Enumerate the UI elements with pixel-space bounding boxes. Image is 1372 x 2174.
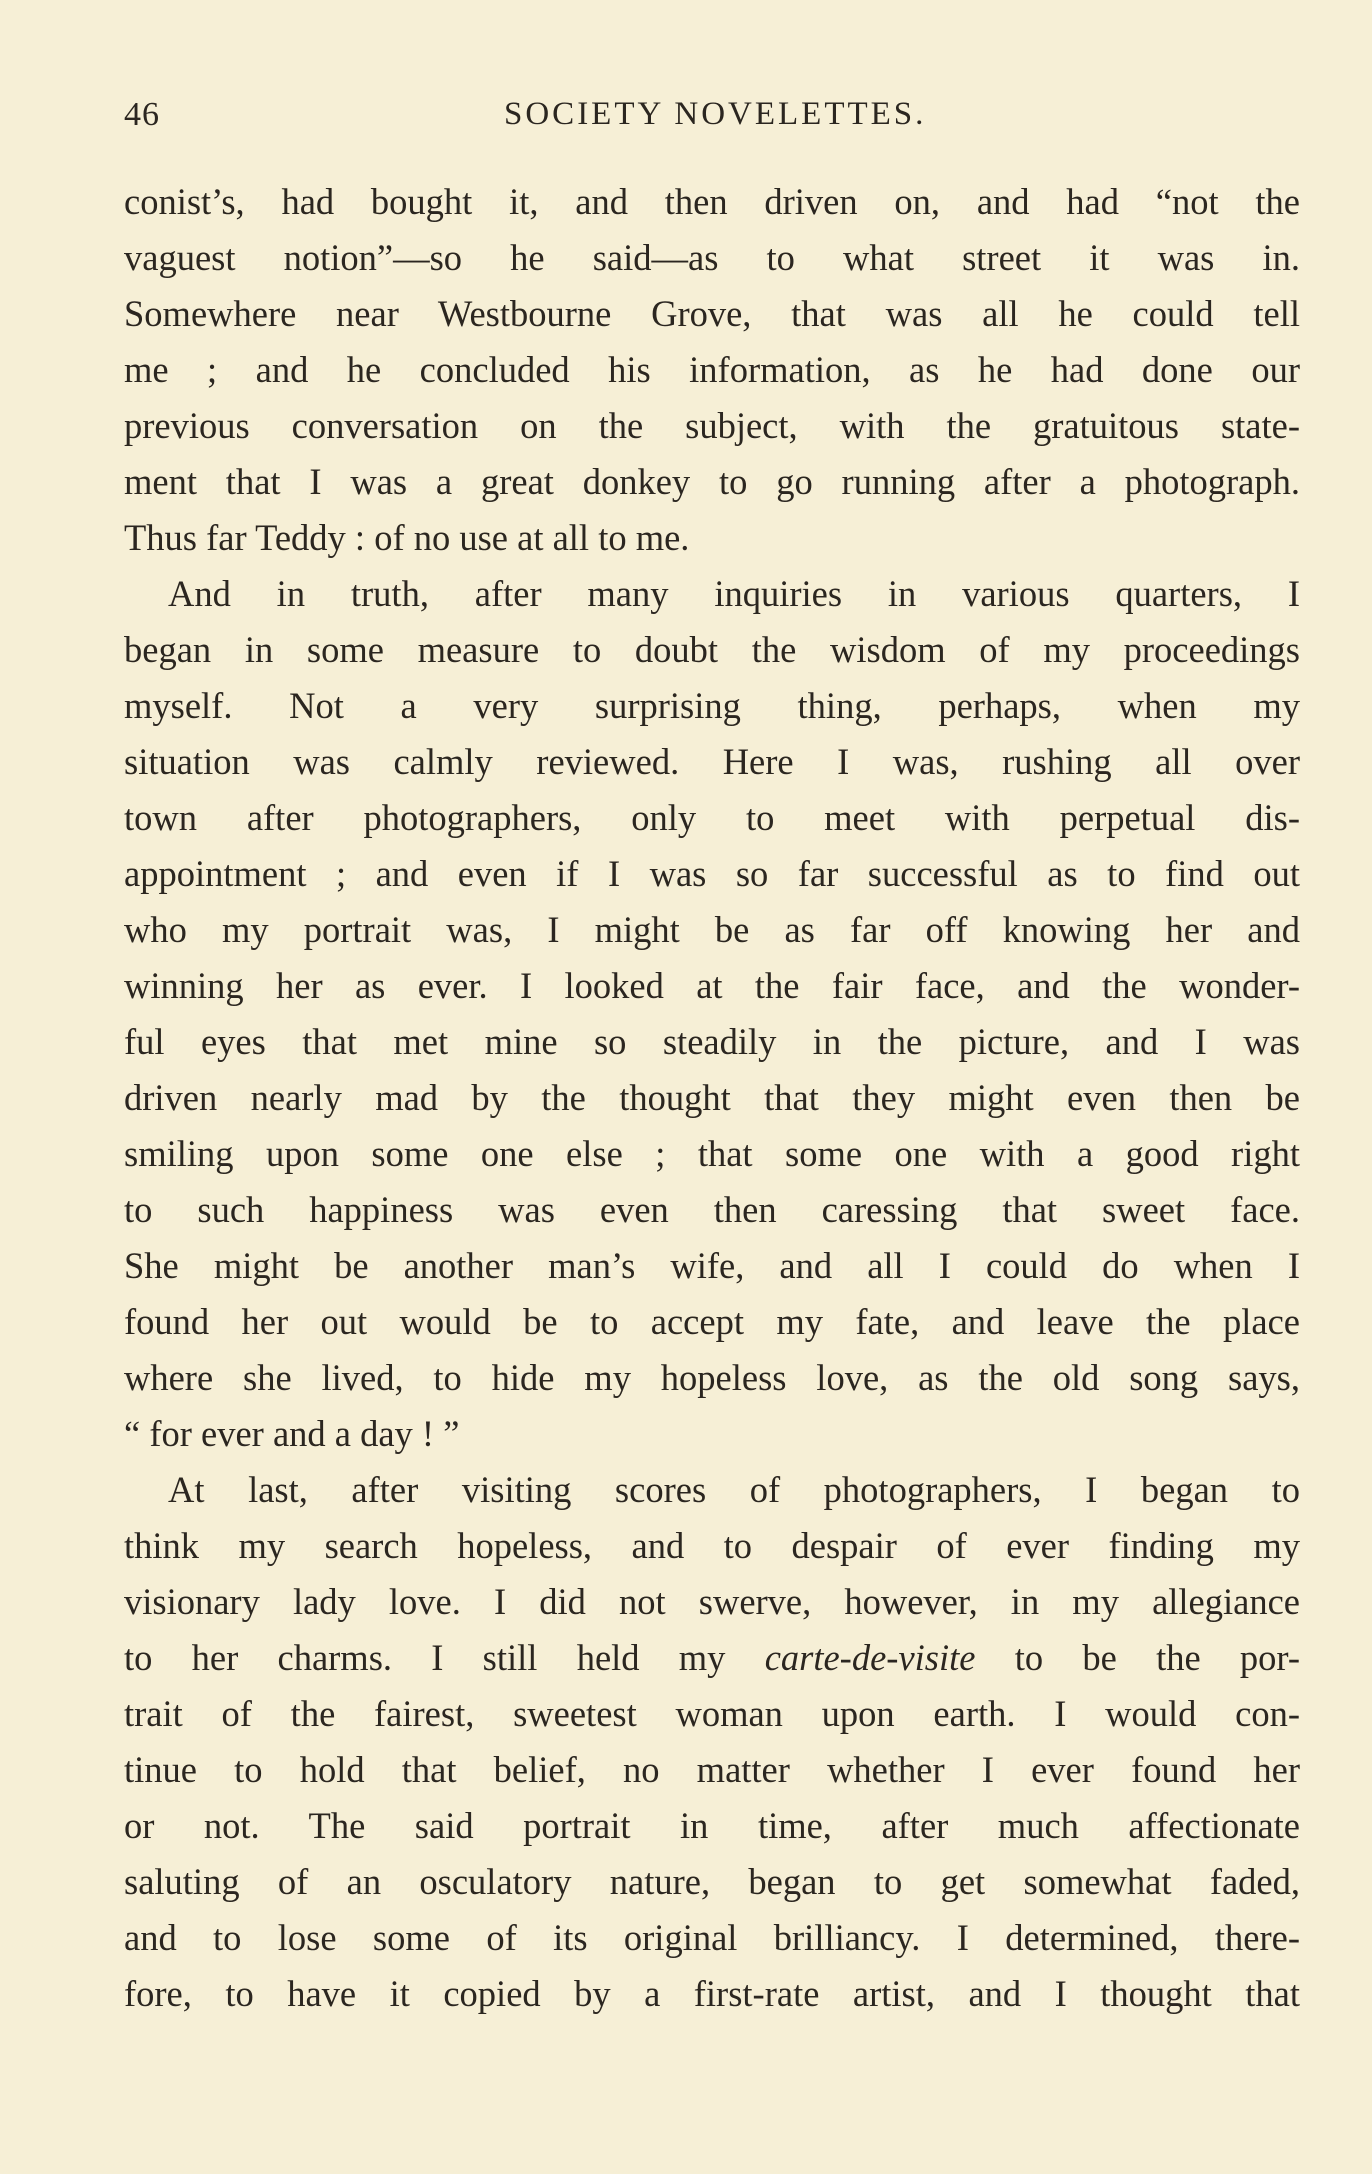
text-line: conist’s, had bought it, and then driven on, and had “not the bbox=[124, 181, 1300, 222]
text-line: And in truth, after many inquiries in various quarters, I bbox=[168, 573, 1300, 614]
text-line: smiling upon some one else ; that some one with a good right bbox=[124, 1133, 1300, 1174]
text-line: where she lived, to hide my hopeless love, as the old song says, bbox=[124, 1357, 1300, 1398]
text-line: saluting of an osculatory nature, began to get somewhat faded, bbox=[124, 1861, 1300, 1902]
text-line: At last, after visiting scores of photographers, I began to bbox=[168, 1469, 1300, 1510]
running-head: SOCIETY NOVELETTES. bbox=[504, 96, 927, 132]
text-line: think my search hopeless, and to despair of ever finding my bbox=[124, 1525, 1300, 1566]
text-line: me ; and he concluded his information, as he had done our bbox=[124, 349, 1300, 390]
text-segment: to her charms. I still held my bbox=[124, 1637, 726, 1678]
text-line: ment that I was a great donkey to go running after a photograph. bbox=[124, 461, 1300, 502]
text-line: appointment ; and even if I was so far successful as to find out bbox=[124, 853, 1300, 894]
text-line: or not. The said portrait in time, after much affectionate bbox=[124, 1805, 1300, 1846]
text-line: winning her as ever. I looked at the fair face, and the wonder- bbox=[124, 965, 1300, 1006]
text-line: Somewhere near Westbourne Grove, that was all he could tell bbox=[124, 293, 1300, 334]
text-line: visionary lady love. I did not swerve, however, in my allegiance bbox=[124, 1581, 1300, 1622]
text-line: previous conversation on the subject, with the gratuitous state- bbox=[124, 405, 1300, 446]
text-segment: to be the por- bbox=[1014, 1637, 1300, 1678]
body-text bbox=[124, 174, 1300, 2022]
text-line: tinue to hold that belief, no matter whether I ever found her bbox=[124, 1749, 1300, 1790]
text-line: who my portrait was, I might be as far off knowing her and bbox=[124, 909, 1300, 950]
text-line: trait of the fairest, sweetest woman upon earth. I would con- bbox=[124, 1693, 1300, 1734]
text-line: and to lose some of its original brilliancy. I determined, there- bbox=[124, 1917, 1300, 1958]
text-line: to such happiness was even then caressing that sweet face. bbox=[124, 1189, 1300, 1230]
page-number: 46 bbox=[124, 96, 160, 133]
text-line-with-italic bbox=[124, 1630, 1300, 1686]
text-line: vaguest notion”—so he said—as to what street it was in. bbox=[124, 237, 1300, 278]
text-line: Thus far Teddy : of no use at all to me. bbox=[124, 517, 690, 558]
text-line: fore, to have it copied by a first-rate artist, and I thought that bbox=[124, 1973, 1300, 2014]
text-line: situation was calmly reviewed. Here I was, rushing all over bbox=[124, 741, 1300, 782]
text-line: “ for ever and a day ! ” bbox=[124, 1413, 460, 1454]
text-line: She might be another man’s wife, and all I could do when I bbox=[124, 1245, 1300, 1286]
text-line: driven nearly mad by the thought that they might even then be bbox=[124, 1077, 1300, 1118]
italic-phrase: carte-de-visite bbox=[764, 1637, 976, 1678]
text-line: found her out would be to accept my fate, and leave the place bbox=[124, 1301, 1300, 1342]
text-line: ful eyes that met mine so steadily in the picture, and I was bbox=[124, 1021, 1300, 1062]
page-header bbox=[124, 96, 1300, 146]
text-line: myself. Not a very surprising thing, perhaps, when my bbox=[124, 685, 1300, 726]
text-line: town after photographers, only to meet with perpetual dis- bbox=[124, 797, 1300, 838]
text-line: began in some measure to doubt the wisdom of my proceedings bbox=[124, 629, 1300, 670]
